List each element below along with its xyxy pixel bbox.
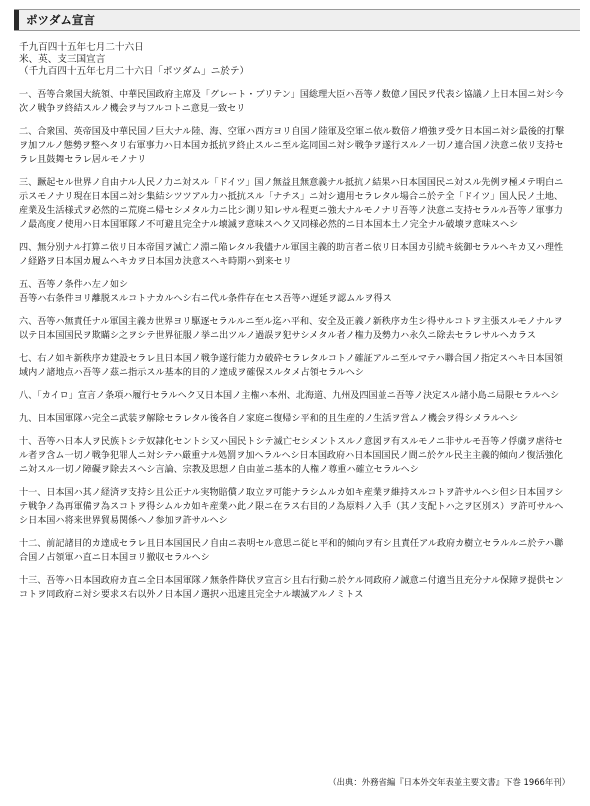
page-title: ポツダム宣言 [26, 13, 95, 27]
article-4: 四、無分別ナル打算ニ依リ日本帝国ヲ滅亡ノ淵ニ陥レタル我儘ナル軍国主義的助言者ニ依リ日本国カ引続キ統御セラルヘキカ又ハ理性ノ経路ヲ日本国カ履ムヘキカヲ日本国カ決意スヘキ時期ハ到来セリ [19, 243, 564, 267]
article-13: 十三、吾等ハ日本国政府カ直ニ全日本国軍隊ノ無条件降伏ヲ宣言シ且右行動ニ於ケル同政府ノ誠意ニ付適当且充分ナル保障ヲ提供センコトヲ同政府ニ対シ要求ス右以外ノ日本国ノ選択ハ迅速且完全ナル壊滅アルノミトス [19, 576, 564, 600]
article-3: 三、蹶起セル世界ノ自由ナル人民ノ力ニ対スル「ドイツ」国ノ無益且無意義ナル抵抗ノ結果ハ日本国国民ニ対スル先例ヲ極メテ明白ニ示スモノナリ現在日本国ニ対シ集結シツツアル力ハ抵抗スル「ナチス」ニ対シ適用セラレタル場合ニ於テ全「ドイツ」国人民ノ土地、産業及生活様式ヲ必然的ニ荒廃ニ帰セシメタル力ニ比シ測リ知レサル程更ニ強大ナルモノナリ吾等ノ決意ニ支持セラルル吾等ノ軍事力ノ最高度ノ使用ハ日本国軍隊ノ不可避且完全ナル壊滅ヲ意味スヘク又同様必然的ニ日本国本土ノ完全ナル破壊ヲ意味スヘシ [19, 178, 564, 230]
article-1: 一、吾等合衆国大統領、中華民国政府主席及「グレート・ブリテン」国総理大臣ハ吾等ノ数億ノ国民ヲ代表シ協議ノ上日本国ニ対シ今次ノ戦争ヲ終結スルノ機会ヲ与フルコトニ意見一致セリ [19, 90, 564, 114]
article-10: 十、吾等ハ日本人ヲ民族トシテ奴隷化セントシ又ハ国民トシテ滅亡セシメントスルノ意図ヲ有スルモノニ非サルモ吾等ノ俘虜ヲ虐待セル者ヲ含ム一切ノ戦争犯罪人ニ対シテハ厳重ナル処罰ヲ加ヘラルヘシ日本国政府ハ日本国国民ノ間ニ於ケル民主主義的傾向ノ復活強化ニ対スル一切ノ障礙ヲ除去スヘシ言論、宗教及思想ノ自由並ニ基本的人権ノ尊重ハ確立セラルヘシ [19, 437, 563, 475]
source-citation: （出典：外務省編『日本外交年表並主要文書』下巻 1966年刊） [328, 777, 570, 787]
title-bar [14, 9, 580, 31]
article-8: 八、「カイロ」宣言ノ条項ハ履行セラルヘク又日本国ノ主権ハ本州、北海道、九州及四国並ニ吾等ノ決定スル諸小島ニ局限セラルヘシ [19, 391, 560, 401]
declaration-date: 千九百四十五年七月二十六日 [19, 42, 144, 53]
declaration-header [19, 42, 571, 78]
title-accent-mark [14, 10, 19, 30]
article-12: 十二、前記諸目的カ達成セラレ且日本国国民ノ自由ニ表明セル意思ニ従ヒ平和的傾向ヲ有シ且責任アル政府カ樹立セラルルニ於テハ聯合国ノ占領軍ハ直ニ日本国ヨリ撤収セラルヘシ [19, 539, 564, 563]
article-6: 六、吾等ハ無責任ナル軍国主義カ世界ヨリ駆逐セラルルニ至ル迄ハ平和、安全及正義ノ新秩序カ生シ得サルコトヲ主張スルモノナルヲ以テ日本国国民ヲ欺瞞シ之ヲシテ世界征服ノ挙ニ出ツルノ過誤ヲ犯サシメタル者ノ権力及勢力ハ永久ニ除去セラレサルヘカラス [19, 317, 563, 341]
article-2: 二、合衆国、英帝国及中華民国ノ巨大ナル陸、海、空軍ハ西方ヨリ自国ノ陸軍及空軍ニ依ル数倍ノ増強ヲ受ケ日本国ニ対シ最後的打撃ヲ加フルノ態勢ヲ整ヘタリ右軍事力ハ日本国カ抵抗ヲ終止スルニ至ル迄同国ニ対シ戦争ヲ遂行スルノ一切ノ連合国ノ決意ニ依リ支持セラレ且鼓舞セラレ居ルモノナリ [19, 127, 565, 165]
document-body [19, 42, 571, 610]
article-11: 十一、日本国ハ其ノ経済ヲ支持シ且公正ナル実物賠償ノ取立ヲ可能ナラシムルカ如キ産業ヲ維持スルコトヲ許サルヘシ但シ日本国ヲシテ戦争ノ為再軍備ヲ為スコトヲ得シムルカ如キ産業ハ此ノ限ニ在ラス右目的ノ為原料ノ入手（其ノ支配トハ之ヲ区別ス）ヲ許可サルヘシ日本国ハ将来世界貿易関係ヘノ参加ヲ許サルヘシ [19, 488, 564, 526]
article-5: 五、吾等ノ条件ハ左ノ如シ 吾等ハ右条件ヨリ離脱スルコトナカルヘシ右ニ代ル条件存在セス吾等ハ遅延ヲ認ムルヲ得ス [19, 280, 392, 304]
article-9: 九、日本国軍隊ハ完全ニ武装ヲ解除セラレタル後各自ノ家庭ニ復帰シ平和的且生産的ノ生活ヲ営ムノ機会ヲ得シメラルヘシ [19, 414, 519, 424]
declaration-parties: 米、英、支三国宣言 [19, 54, 106, 65]
declaration-place: （千九百四十五年七月二十六日「ポツダム」ニ於テ） [19, 66, 250, 77]
article-7: 七、右ノ如キ新秩序カ建設セラレ且日本国ノ戦争遂行能力カ破砕セラレタルコトノ確証アルニ至ルマテハ聯合国ノ指定スヘキ日本国領域内ノ諸地点ハ吾等ノ茲ニ指示スル基本的目的ノ達成ヲ確保スルタメ占領セラルヘシ [19, 354, 563, 378]
